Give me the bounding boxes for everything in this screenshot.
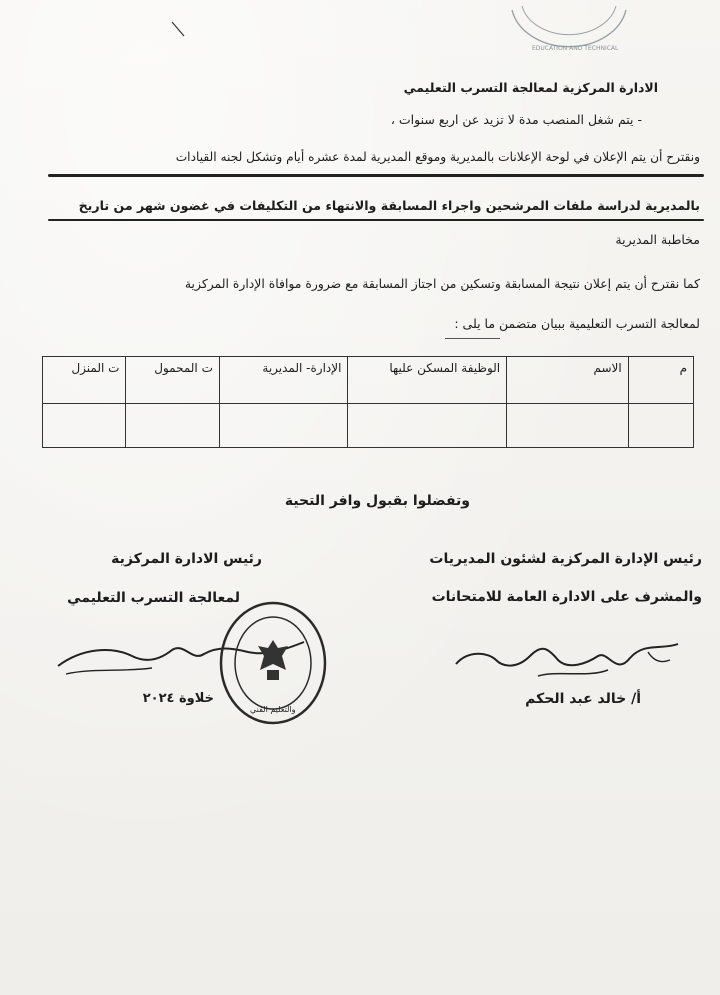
underline-mark-3	[445, 338, 500, 339]
table-cell	[507, 404, 629, 448]
department-header: الادارة المركزية لمعالجة التسرب التعليمي	[403, 80, 658, 95]
table-cell	[628, 404, 693, 448]
right-signatory-title-1: رئيس الإدارة المركزية لشئون المديريات	[429, 551, 702, 567]
paragraph-line-5: كما نقترح أن يتم إعلان نتيجة المسابقة وتسكين من اجتاز المسابقة مع ضرورة موافاة الإدارة المركزية	[184, 276, 700, 291]
seal-text: والتعليم الفني	[250, 705, 296, 714]
table-cell	[348, 404, 507, 448]
left-signatory-name: خلاوة ٢٠٢٤	[142, 691, 214, 706]
corner-mark	[170, 20, 200, 40]
left-signatory-title-2: لمعالجة التسرب التعليمي	[67, 590, 240, 606]
right-signatory-name: أ/ خالد عبد الحكم	[525, 691, 641, 707]
col-header-job: الوظيفة المسكن عليها	[348, 357, 507, 404]
col-header-name: الاسم	[507, 357, 629, 404]
paragraph-line-1: - يتم شغل المنصب مدة لا تزيد عن اربع سنوات ،	[390, 112, 642, 127]
col-header-index: م	[628, 357, 693, 404]
eagle-emblem-icon	[258, 640, 288, 680]
paragraph-line-2: ونقترح أن يتم الإعلان في لوحة الإعلانات بالمديرية وموقع المديرية لمدة عشره أيام وتشكل لجنه القيادات	[175, 150, 700, 164]
closing-salutation: وتفضلوا بقبول وافر التحية	[284, 493, 470, 509]
top-stamp-text: EDUCATION AND TECHNICAL	[532, 45, 619, 52]
table-header-row	[43, 357, 694, 404]
col-header-mobile: ت المحمول	[126, 357, 219, 404]
underline-mark-1	[48, 174, 704, 177]
table-row	[43, 404, 694, 448]
candidates-table	[42, 356, 694, 448]
top-seal-stamp	[504, 0, 634, 62]
table-cell	[219, 404, 348, 448]
right-handwritten-signature	[448, 630, 688, 685]
col-header-home-phone: ت المنزل	[43, 357, 126, 404]
col-header-directorate: الإدارة- المديرية	[219, 357, 348, 404]
official-seal-stamp	[218, 600, 328, 726]
right-signatory-title-2: والمشرف على الادارة العامة للامتحانات	[431, 589, 702, 605]
paragraph-line-3: بالمديرية لدراسة ملفات المرشحين واجراء المسابقة والانتهاء من التكليفات في غضون شهر من تاريخ	[78, 198, 700, 213]
table-cell	[126, 404, 219, 448]
paragraph-line-4: مخاطبة المديرية	[615, 232, 700, 247]
underline-mark-2	[48, 219, 704, 221]
left-signatory-title-1: رئيس الادارة المركزية	[111, 551, 262, 567]
table-cell	[43, 404, 126, 448]
paragraph-line-6: لمعالجة التسرب التعليمية ببيان متضمن ما يلى :	[454, 316, 700, 331]
